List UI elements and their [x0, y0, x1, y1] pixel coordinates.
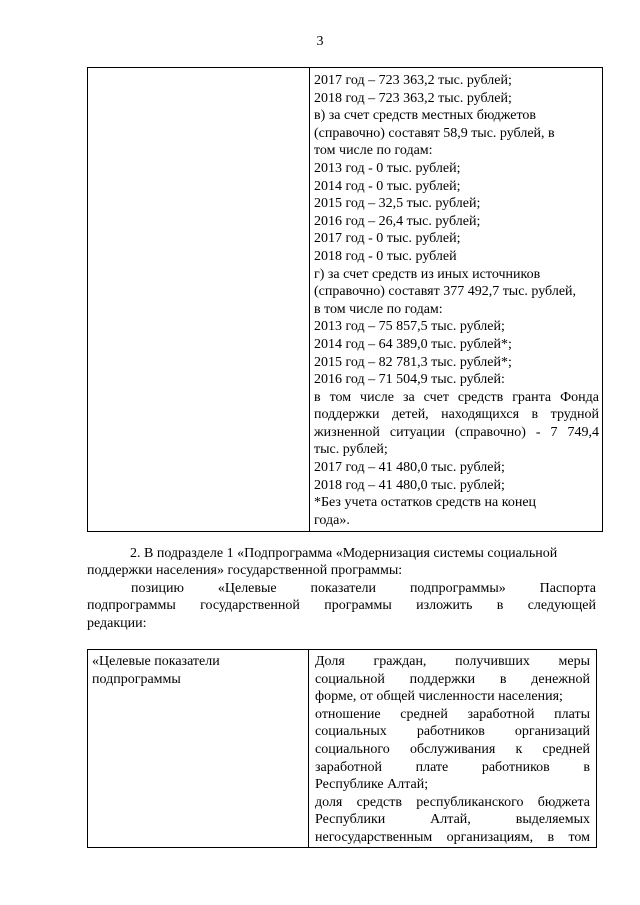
- text-line: 2014 год – 64 389,0 тыс. рублей*;: [314, 336, 512, 352]
- text-line: социальных работников организаций: [315, 724, 590, 740]
- text-line: социальной поддержки в денежной: [315, 671, 590, 687]
- text-line: том числе по годам:: [314, 143, 433, 159]
- text-line: 2014 год - 0 тыс. рублей;: [314, 178, 461, 194]
- text-line: жизненной ситуации (справочно) - 7 749,4: [314, 424, 599, 440]
- text-line: 2013 год - 0 тыс. рублей;: [314, 160, 461, 176]
- text-line: 2017 год – 41 480,0 тыс. рублей;: [314, 460, 505, 476]
- text-line: негосударственным организациям, в том: [315, 829, 590, 845]
- empty-left-cell: [88, 68, 310, 532]
- text-line: в) за счет средств местных бюджетов: [314, 108, 537, 124]
- text-line: 2016 год – 26,4 тыс. рублей;: [314, 213, 481, 229]
- label-line: подпрограммы: [92, 671, 181, 687]
- text-line: г) за счет средств из иных источников: [314, 266, 541, 282]
- text-line: *Без учета остатков средств на конец: [314, 495, 537, 511]
- text-line: в том числе за счет средств гранта Фонда: [314, 389, 599, 405]
- text-line: Республики Алтай, выделяемых: [315, 812, 590, 828]
- text-line: года».: [314, 512, 350, 528]
- paragraph-line: 2. В подразделе 1 «Подпрограмма «Модернизация системы социальной: [130, 546, 558, 561]
- text-line: социального обслуживания к средней: [315, 741, 590, 757]
- text-line: 2017 год - 0 тыс. рублей;: [314, 231, 461, 247]
- text-line: отношение средней заработной платы: [315, 706, 590, 722]
- text-line: 2018 год - 0 тыс. рублей: [314, 248, 457, 264]
- text-line: Республике Алтай;: [315, 777, 429, 793]
- text-line: форме, от общей численности населения;: [315, 689, 563, 705]
- text-line: в том числе по годам:: [314, 301, 443, 317]
- text-line: 2016 год – 71 504,9 тыс. рублей:: [314, 372, 505, 388]
- text-line: 2017 год – 723 363,2 тыс. рублей;: [314, 73, 512, 88]
- text-line: 2015 год – 82 781,3 тыс. рублей*;: [314, 354, 512, 370]
- financing-table: [87, 67, 603, 532]
- page-number: 3: [316, 34, 324, 49]
- label-line: «Целевые показатели: [92, 654, 220, 669]
- amendment-paragraph: [87, 545, 596, 632]
- paragraph-line: редакции:: [87, 615, 147, 631]
- text-line: Доля граждан, получивших меры: [315, 654, 590, 669]
- text-line: 2015 год – 32,5 тыс. рублей;: [314, 196, 481, 212]
- target-indicators-table: [87, 649, 597, 848]
- text-line: заработной плате работников в: [315, 759, 590, 775]
- text-line: 2013 год – 75 857,5 тыс. рублей;: [314, 319, 505, 335]
- text-line: 2018 год – 723 363,2 тыс. рублей;: [314, 90, 512, 106]
- text-line: (справочно) составят 377 492,7 тыс. рублей,: [314, 284, 577, 300]
- text-line: тыс. рублей;: [314, 442, 388, 458]
- text-line: поддержки детей, находящихся в трудной: [314, 407, 599, 423]
- text-line: доля средств республиканского бюджета: [315, 794, 590, 810]
- indicators-content-cell: [309, 650, 597, 848]
- financing-details-cell: [310, 68, 603, 532]
- paragraph-line: поддержки населения» государственной программы:: [87, 563, 403, 579]
- paragraph-line: позицию «Целевые показатели подпрограммы» Паспорта: [131, 580, 596, 596]
- text-line: 2018 год – 41 480,0 тыс. рублей;: [314, 477, 505, 493]
- indicators-label-cell: [88, 650, 309, 848]
- text-line: (справочно) составят 58,9 тыс. рублей, в: [314, 125, 555, 141]
- paragraph-line: подпрограммы государственной программы изложить в следующей: [87, 598, 596, 614]
